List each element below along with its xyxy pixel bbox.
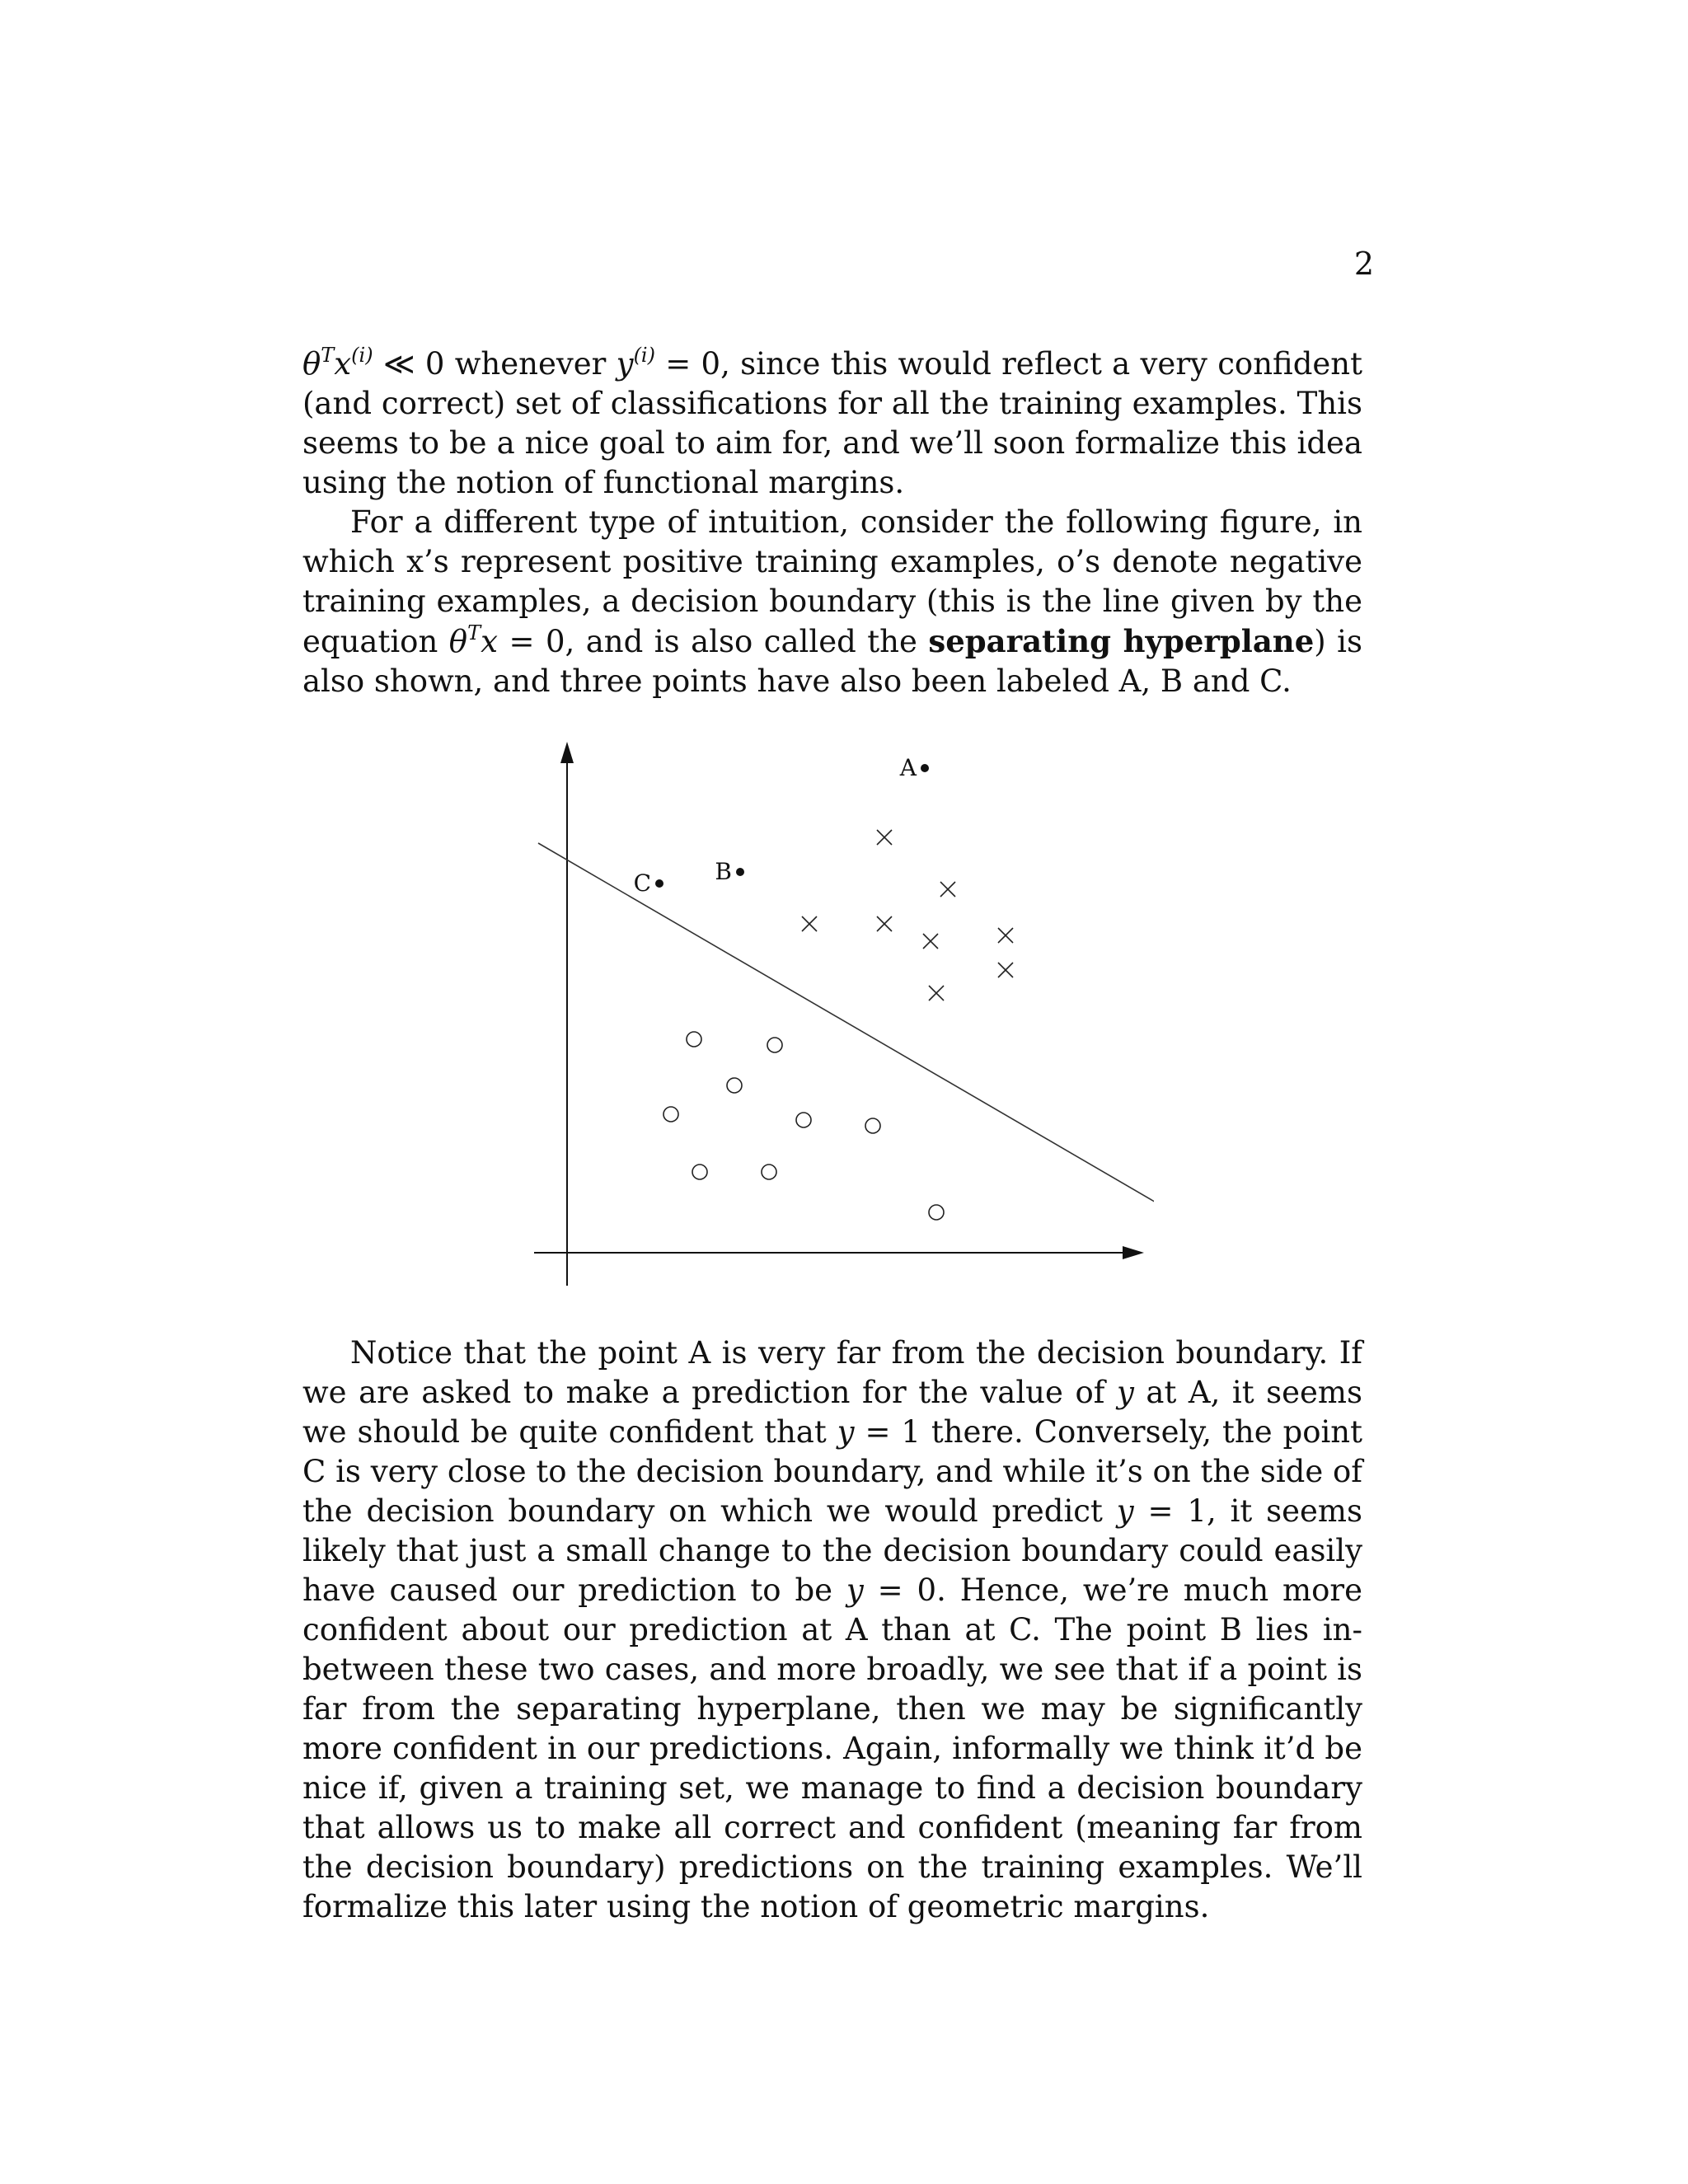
negative-point-7 [692, 1165, 707, 1179]
positive-point-3 [877, 916, 892, 931]
decision-boundary-line [538, 843, 1154, 1212]
bold-term: separating hyperplane [928, 623, 1315, 659]
y-axis-arrowhead [560, 742, 574, 763]
paragraph-1: $\theta^Tx^{(i)}$ ≪ 0 whenever $y^{(i)} = 0$, since this would reflect a very confident (and correct) set of classifications for all the training examples. This seems to be a nice goal to aim for, and we’ll soon formalize this idea using the notion of functional margins. [302, 344, 1362, 500]
axes [534, 742, 1144, 1286]
positive-point-2 [802, 916, 817, 931]
negative-point-2 [767, 1038, 782, 1052]
marks [538, 754, 1154, 1220]
text-block-top [302, 344, 1362, 701]
negative-point-4 [663, 1107, 678, 1122]
negative-point-5 [796, 1113, 811, 1127]
scatter-figure [528, 732, 1154, 1309]
point-c-dot [655, 879, 663, 888]
point-a-label: A [899, 754, 917, 781]
positive-point-1 [877, 830, 892, 845]
positive-point-6 [929, 986, 944, 1001]
negative-point-8 [762, 1165, 776, 1179]
point-c-label: C [633, 869, 651, 897]
positive-point-5 [923, 934, 938, 949]
paragraph-2: For a different type of intuition, consider the following figure, in which x’s represent positive training examples, o’s denote negative training examples, a decision boundary (this is the line given by the equation $\theta^Tx = 0$, and is also called the separating hyperplane) is also shown, and three points have also been labeled A, B and C. [302, 504, 1362, 699]
negative-point-1 [687, 1032, 701, 1047]
point-b-label: B [715, 858, 732, 885]
point-b-dot [736, 868, 744, 876]
positive-point-4 [940, 882, 955, 897]
paragraph-3: Notice that the point A is very far from the decision boundary. If we are asked to make a prediction for the value of y at A, it seems we should be quite confident that y = 1 there. Conversely, the point C is very close to the decision boundary, and while it’s on the side of the decision boundary on which we would predict y = 1, it seems likely that just a small change to the decision boundary could easily have caused our prediction to be y = 0. Hence, we’re much more confident about our prediction at A than at C. The point B lies in-between these two cases, and more broadly, we see that if a point is far from the separating hyperplane, then we may be significantly more confident in our predictions. Again, informally we think it’d be nice if, given a training set, we manage to find a decision boundary that allows us to make all correct and confident (meaning far from the decision boundary) predictions on the training examples. We’ll formalize this later using the notion of geometric margins. [302, 1335, 1363, 1924]
negative-point-9 [929, 1205, 944, 1220]
point-a-dot [921, 764, 929, 772]
x-axis-arrowhead [1123, 1246, 1144, 1259]
positive-point-7 [998, 928, 1013, 943]
negative-point-3 [727, 1078, 742, 1093]
negative-point-6 [865, 1118, 880, 1133]
positive-point-8 [998, 963, 1013, 977]
page-number: 2 [1353, 246, 1374, 282]
text-block-bottom [302, 1333, 1362, 1927]
